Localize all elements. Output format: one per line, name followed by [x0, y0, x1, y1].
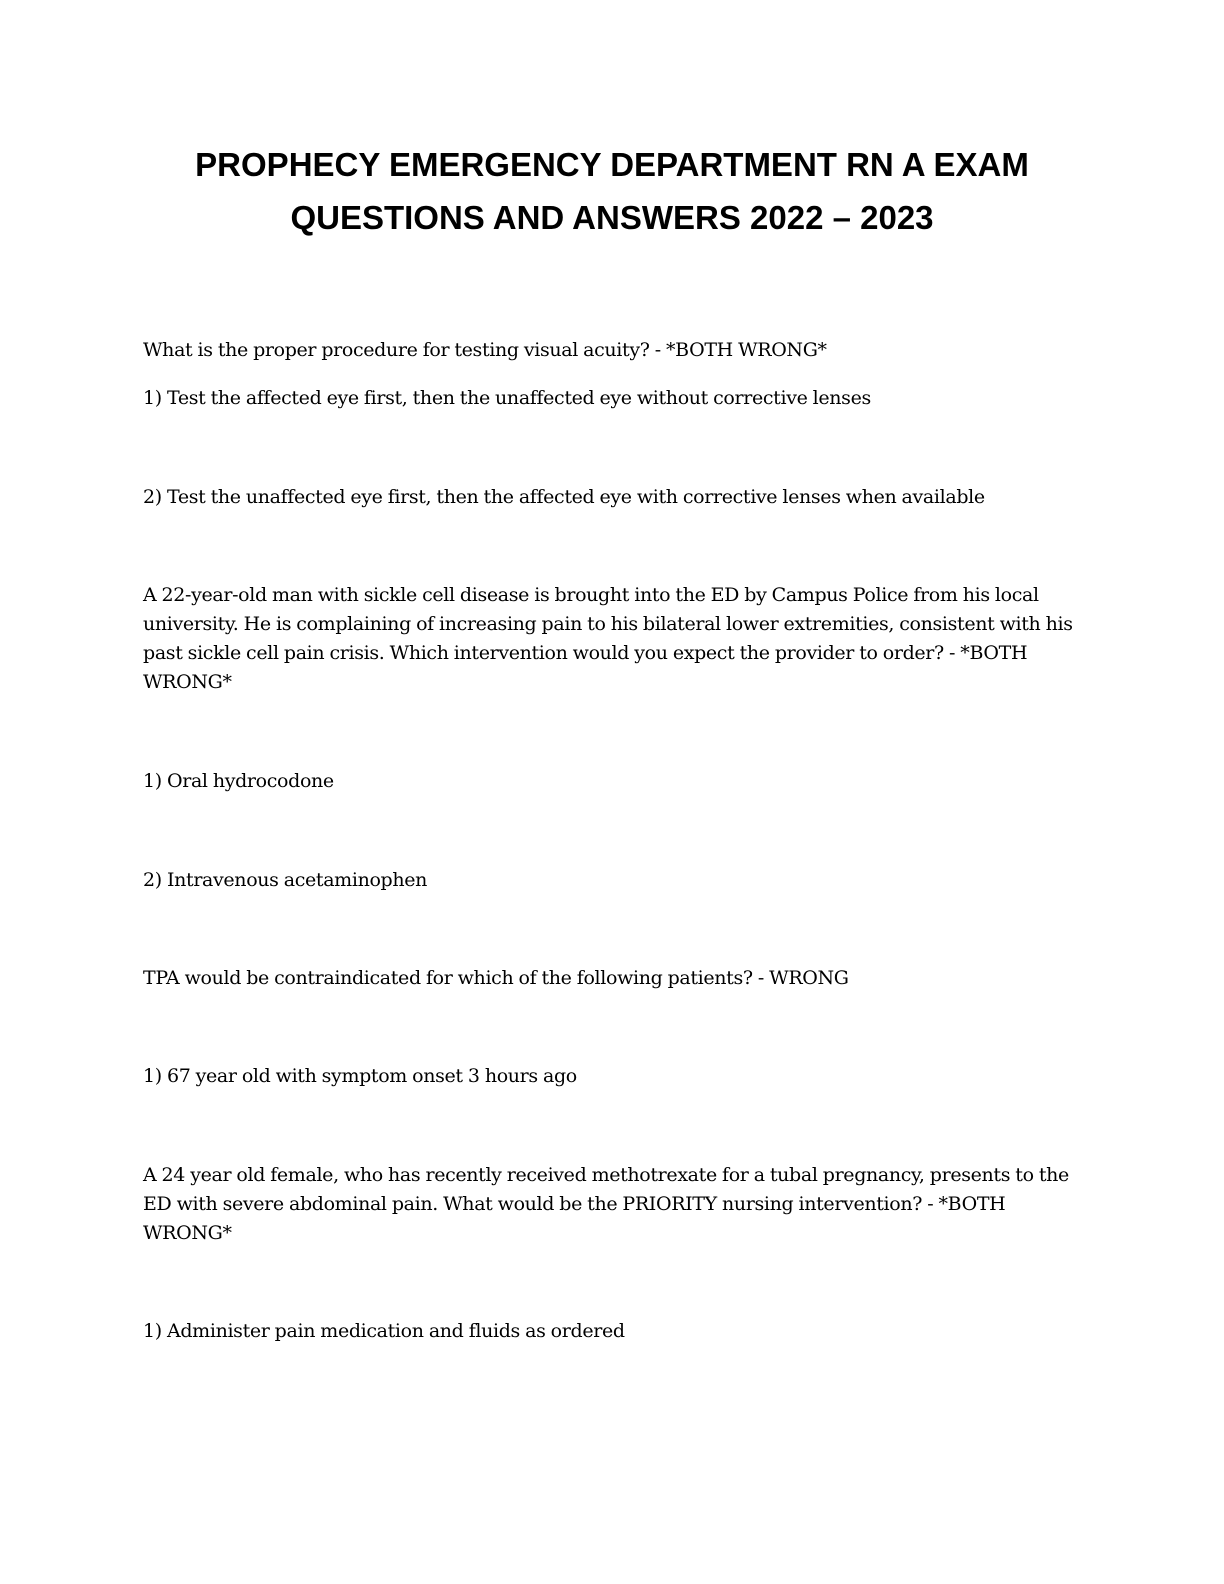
answer-option-1: 1) Administer pain medication and fluids as ordered [143, 1320, 625, 1342]
question-sickle-cell: A 22-year-old man with sickle cell disease is brought into the ED by Campus Police from his local university. He is complaining of increasing pain to his bilateral lower extremities, consistent with his past sickle cell pain crisis. Which intervention would you expect the provider to order? - *BOTH WRONG* [143, 584, 1073, 693]
document-title-line-2: QUESTIONS AND ANSWERS 2022 – 2023 [290, 199, 934, 236]
answer-option-2: 2) Intravenous acetaminophen [143, 869, 428, 891]
document-title-line-1: PROPHECY EMERGENCY DEPARTMENT RN A EXAM [195, 146, 1029, 183]
answer-option-1: 1) Oral hydrocodone [143, 770, 334, 792]
question-methotrexate: A 24 year old female, who has recently received methotrexate for a tubal pregnancy, presents to the ED with severe abdominal pain. What would be the PRIORITY nursing intervention? - *BOTH WRONG* [143, 1164, 1069, 1244]
answer-option-1: 1) Test the affected eye first, then the unaffected eye without corrective lenses [143, 387, 871, 409]
answer-option-1: 1) 67 year old with symptom onset 3 hours ago [143, 1065, 577, 1087]
answer-option-2: 2) Test the unaffected eye first, then the affected eye with corrective lenses when available [143, 486, 985, 508]
question-visual-acuity: What is the proper procedure for testing visual acuity? - *BOTH WRONG* [143, 339, 827, 361]
question-tpa: TPA would be contraindicated for which of the following patients? - WRONG [143, 967, 849, 989]
